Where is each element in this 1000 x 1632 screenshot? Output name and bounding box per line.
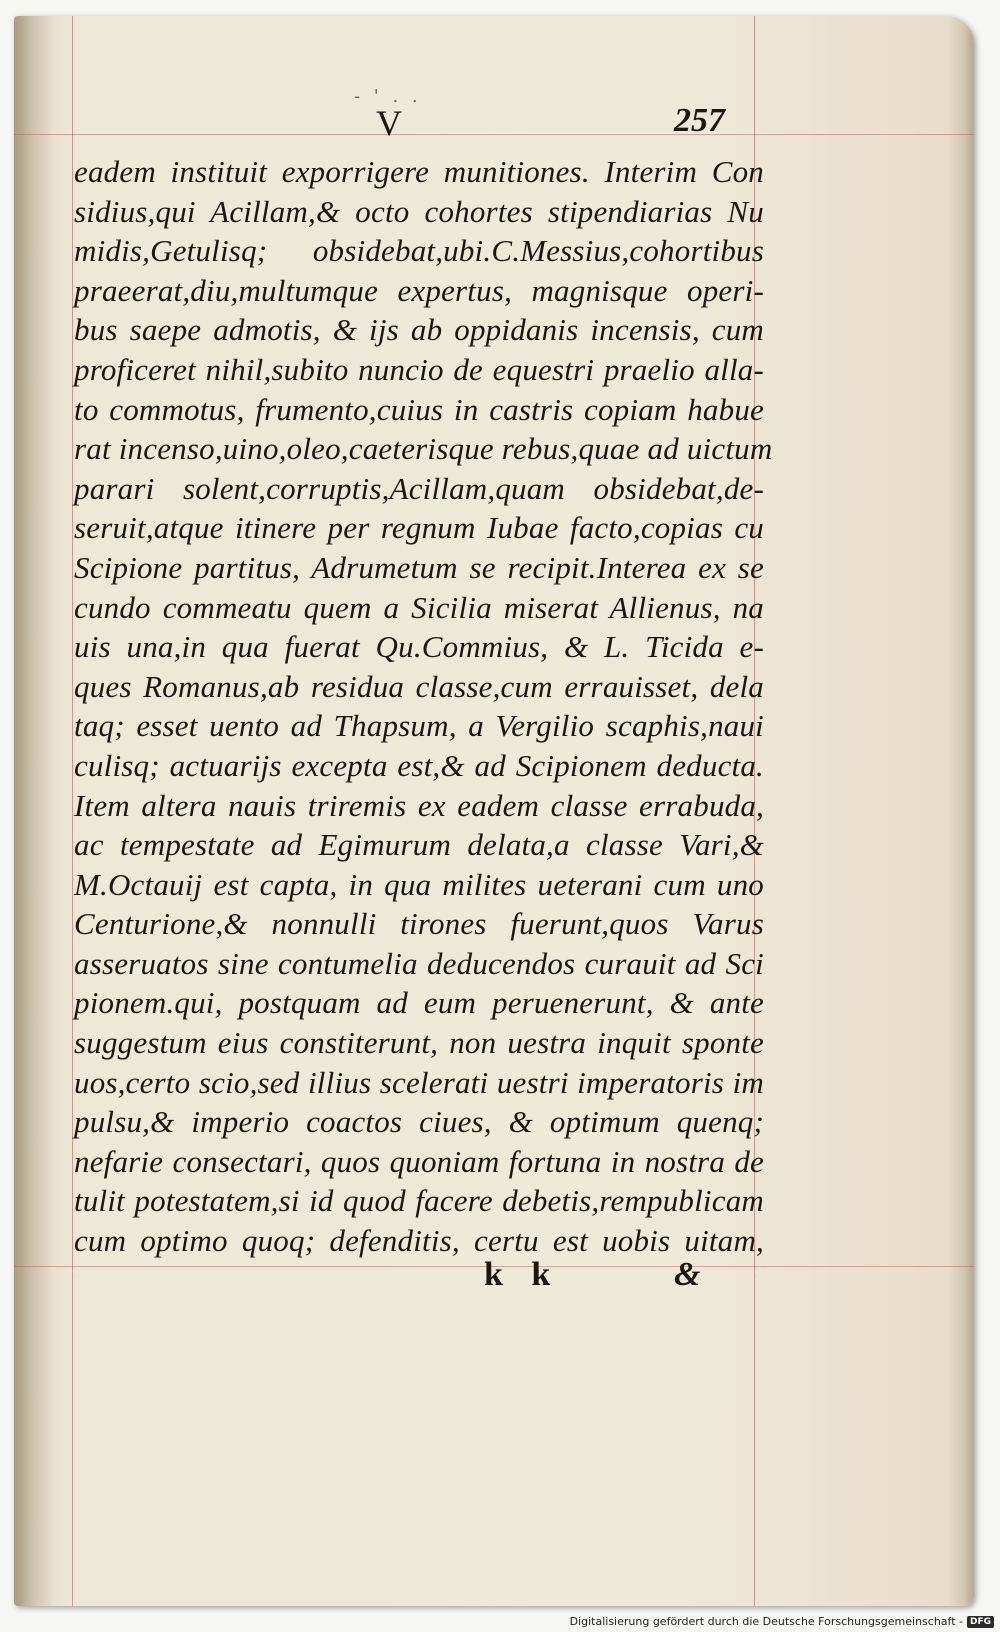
text-line: tulit potestatem,si id quod facere debetis,rempublicam (74, 1183, 764, 1219)
text-line: cum optimo quoq; defenditis, certu est uobis uitam, (74, 1223, 764, 1259)
gathering-signature: k k (484, 1256, 561, 1293)
text-line: taq; esset uento ad Thapsum, a Vergilio scaphis,naui (74, 708, 764, 744)
margin-rule-left (72, 16, 73, 1606)
dfg-logo-icon: DFG (967, 1616, 994, 1628)
signature-mark: - ' . . (354, 86, 422, 107)
text-line: asseruatos sine contumelia deducendos curauit ad Sci (74, 945, 764, 981)
page-edge-shadow (948, 16, 974, 1606)
text-line: pulsu,& imperio coactos ciues, & optimum quenq; (74, 1104, 764, 1140)
text-line: Centurione,& nonnulli tirones fuerunt,quos Varus (74, 906, 764, 942)
text-line: culisq; actuarijs excepta est,& ad Scipionem deducta. (74, 747, 764, 783)
gutter-shadow (14, 16, 54, 1606)
text-line: uos,certo scio,sed illius scelerati uestri imperatoris im (74, 1064, 764, 1100)
text-line: praeerat,diu,multumque expertus, magnisque operi- (74, 272, 764, 308)
text-block (74, 152, 773, 1261)
text-line: rat incenso,uino,oleo,caeterisque rebus,quae ad uictum (74, 431, 773, 467)
text-line: Scipione partitus, Adrumetum se recipit.Interea ex se (74, 549, 764, 585)
text-line: seruit,atque itinere per regnum Iubae facto,copias cu (74, 510, 764, 546)
text-line: to commotus, frumento,cuius in castris copiam habue (74, 391, 764, 427)
text-line: eadem instituit exporrigere munitiones. Interim Con (74, 154, 764, 189)
text-line: parari solent,corruptis,Acillam,quam obsidebat,de- (74, 470, 764, 506)
footer-credit: Digitalisierung gefördert durch die Deutsche Forschungsgemeinschaft - (569, 1615, 963, 1628)
catchword: & (674, 1256, 701, 1293)
text-line: uis una,in qua fuerat Qu.Commius, & L. Ticida e- (74, 629, 764, 665)
text-line: nefarie consectari, quos quoniam fortuna in nostra de (74, 1143, 764, 1179)
text-line: suggestum eius constiterunt, non uestra inquit sponte (74, 1025, 764, 1061)
text-line: pionem.qui, postquam ad eum peruenerunt, & ante (74, 985, 764, 1021)
text-line: proficeret nihil,subito nuncio de equestri praelio alla- (74, 351, 764, 387)
digitization-footer (570, 1615, 994, 1628)
book-page (14, 16, 974, 1606)
running-head-letter: V (376, 103, 402, 143)
text-line: midis,Getulisq; obsidebat,ubi.C.Messius,cohortibus (74, 233, 764, 269)
text-line: sidius,qui Acillam,& octo cohortes stipendiarias Nu (74, 193, 764, 229)
text-line: M.Octauij est capta, in qua milites ueterani cum uno (74, 866, 764, 902)
text-line: bus saepe admotis, & ijs ab oppidanis incensis, cum (74, 312, 764, 348)
text-line: cundo commeatu quem a Sicilia miserat Allienus, na (74, 589, 764, 625)
page-number: 257 (674, 102, 725, 139)
text-line: Item altera nauis triremis ex eadem classe errabuda, (74, 787, 764, 823)
text-line: ques Romanus,ab residua classe,cum errauisset, dela (74, 668, 764, 704)
margin-rule-top (14, 134, 974, 135)
text-line: ac tempestate ad Egimurum delata,a classe Vari,& (74, 827, 764, 863)
